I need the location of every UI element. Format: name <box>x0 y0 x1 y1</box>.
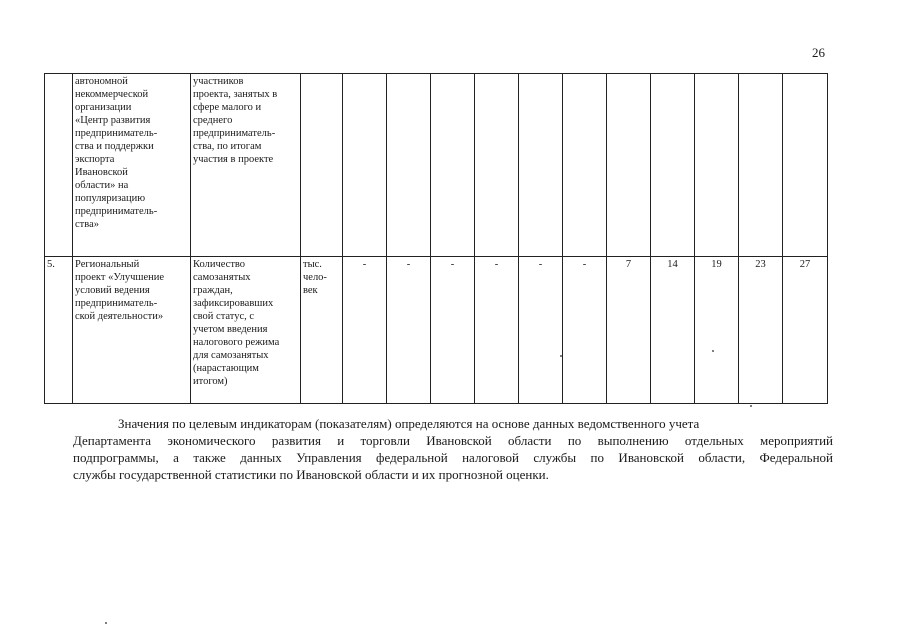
unit-cell: тыс. чело- век <box>301 257 343 404</box>
value-cell <box>431 74 475 257</box>
value-cell <box>739 74 783 257</box>
scan-speck <box>712 350 714 352</box>
value-cell: 27 <box>783 257 828 404</box>
value-cell: 19 <box>695 257 739 404</box>
indicators-table <box>44 73 828 404</box>
footnote-line: Департамента экономического развития и торговли Ивановской области по выполнению отдельных мероприятий <box>73 433 833 448</box>
footnote-line: Значения по целевым индикаторам (показателям) определяются на основе данных ведомственного учета <box>118 416 700 431</box>
scan-speck <box>105 622 107 624</box>
value-cell <box>783 74 828 257</box>
row-number-cell: 5. <box>45 257 73 404</box>
value-cell <box>695 74 739 257</box>
value-cell <box>343 74 387 257</box>
value-cell <box>475 74 519 257</box>
value-cell <box>607 74 651 257</box>
unit-cell <box>301 74 343 257</box>
value-cell: 23 <box>739 257 783 404</box>
table-row <box>45 74 828 257</box>
value-cell: 14 <box>651 257 695 404</box>
event-name-cell: Региональный проект «Улучшение условий ведения предприниматель- ской деятельности» <box>73 257 191 404</box>
indicator-name-cell: участников проекта, занятых в сфере малого и среднего предприниматель- ства, по итогам участия в проекте <box>191 74 301 257</box>
indicator-name-cell: Количество самозанятых граждан, зафиксировавших свой статус, с учетом введения налогового режима для самозанятых (нарастающим итогом) <box>191 257 301 404</box>
row-number-cell <box>45 74 73 257</box>
value-cell <box>563 74 607 257</box>
value-cell: - <box>387 257 431 404</box>
scan-speck <box>560 355 562 357</box>
value-cell: - <box>475 257 519 404</box>
value-cell: - <box>343 257 387 404</box>
footnote-line: подпрограммы, а также данных Управления федеральной налоговой службы по Ивановской области, Федеральной <box>73 450 833 465</box>
value-cell: - <box>431 257 475 404</box>
value-cell <box>387 74 431 257</box>
page-number: 26 <box>812 45 825 60</box>
footnote-line: службы государственной статистики по Ивановской области и их прогнозной оценки. <box>73 467 549 482</box>
table-row <box>45 257 828 404</box>
value-cell: - <box>563 257 607 404</box>
value-cell <box>519 74 563 257</box>
value-cell: - <box>519 257 563 404</box>
value-cell: 7 <box>607 257 651 404</box>
footnote-paragraph <box>73 415 833 483</box>
event-name-cell: автономной некоммерческой организации «Центр развития предприниматель- ства и поддержки экспорта Ивановской области» на популяризацию предприниматель- ства» <box>73 74 191 257</box>
scan-speck <box>750 405 752 407</box>
value-cell <box>651 74 695 257</box>
